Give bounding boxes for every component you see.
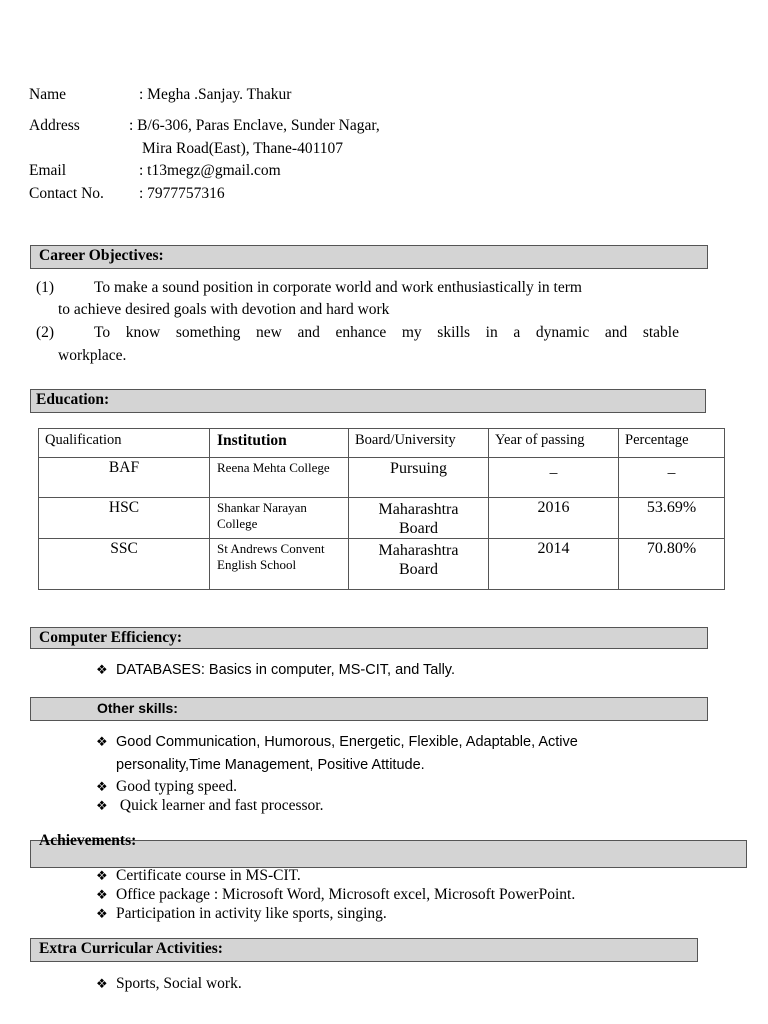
diamond-bullet-icon: ❖ bbox=[96, 976, 108, 991]
career-item-2-line-1: To know something new and enhance my skills in a dynamic and stable bbox=[94, 324, 679, 341]
other-skills-item-1-line-2: personality,Time Management, Positive Attitude. bbox=[116, 757, 425, 773]
cell-institution: Reena Mehta College bbox=[210, 458, 349, 498]
other-skills-item-2 bbox=[96, 778, 237, 796]
cell-qualification: BAF bbox=[39, 458, 210, 498]
achievement-item-2-text: Office package : Microsoft Word, Microsoft excel, Microsoft PowerPoint. bbox=[116, 886, 576, 903]
extra-curricular-heading: Extra Curricular Activities: bbox=[30, 938, 698, 962]
computer-item-1-text: DATABASES: Basics in computer, MS-CIT, and Tally. bbox=[116, 662, 455, 678]
achievement-item-3-text: Participation in activity like sports, singing. bbox=[116, 905, 387, 922]
diamond-bullet-icon: ❖ bbox=[96, 734, 108, 749]
achievements-box bbox=[30, 840, 747, 868]
address-label: Address bbox=[29, 117, 80, 134]
diamond-bullet-icon: ❖ bbox=[96, 887, 108, 902]
cell-institution: St Andrews Convent English School bbox=[210, 539, 349, 590]
header-year: Year of passing bbox=[489, 429, 619, 458]
diamond-bullet-icon: ❖ bbox=[96, 779, 108, 794]
header-board: Board/University bbox=[349, 429, 489, 458]
diamond-bullet-icon: ❖ bbox=[96, 906, 108, 921]
cell-percentage: 53.69% bbox=[619, 498, 725, 539]
career-item-2-line-2: workplace. bbox=[58, 347, 127, 364]
cell-board: Maharashtra Board bbox=[349, 498, 489, 539]
extra-item-1 bbox=[96, 975, 242, 993]
cell-institution: Shankar Narayan College bbox=[210, 498, 349, 539]
achievement-item-2 bbox=[96, 886, 575, 904]
email-label: Email bbox=[29, 162, 67, 179]
computer-item-1 bbox=[96, 662, 455, 678]
name-value: : Megha .Sanjay. Thakur bbox=[139, 86, 292, 103]
header-institution: Institution bbox=[210, 429, 349, 458]
diamond-bullet-icon: ❖ bbox=[96, 662, 108, 677]
header-qualification: Qualification bbox=[39, 429, 210, 458]
diamond-bullet-icon: ❖ bbox=[96, 868, 108, 883]
name-label: Name bbox=[29, 86, 67, 103]
achievement-item-1 bbox=[96, 867, 301, 885]
address-line-2: Mira Road(East), Thane-401107 bbox=[142, 140, 344, 157]
cell-percentage: _ bbox=[619, 458, 725, 498]
career-item-1-line-1: To make a sound position in corporate world and work enthusiastically in term bbox=[94, 279, 582, 296]
table-row bbox=[39, 539, 725, 590]
diamond-bullet-icon: ❖ bbox=[96, 798, 108, 813]
cell-qualification: SSC bbox=[39, 539, 210, 590]
contact-label: Contact No. bbox=[29, 185, 104, 202]
cell-board: Pursuing bbox=[349, 458, 489, 498]
other-skills-item-2-text: Good typing speed. bbox=[116, 778, 237, 795]
achievement-item-3 bbox=[96, 905, 387, 923]
career-item-1-line-2: to achieve desired goals with devotion and hard work bbox=[58, 301, 390, 318]
education-header-row bbox=[39, 429, 725, 458]
education-heading: Education: bbox=[30, 389, 706, 413]
cell-year: _ bbox=[489, 458, 619, 498]
other-skills-item-3-text: Quick learner and fast processor. bbox=[116, 797, 324, 814]
cell-percentage: 70.80% bbox=[619, 539, 725, 590]
email-value: : t13megz@gmail.com bbox=[139, 162, 281, 179]
career-item-1-number: (1) bbox=[36, 279, 55, 296]
cell-year: 2016 bbox=[489, 498, 619, 539]
cell-year: 2014 bbox=[489, 539, 619, 590]
cell-board: Maharashtra Board bbox=[349, 539, 489, 590]
table-row bbox=[39, 498, 725, 539]
achievement-item-1-text: Certificate course in MS-CIT. bbox=[116, 867, 301, 884]
table-row bbox=[39, 458, 725, 498]
achievements-heading: Achievements: bbox=[39, 832, 137, 849]
other-skills-item-3 bbox=[96, 797, 323, 815]
education-table bbox=[38, 428, 725, 590]
header-percentage: Percentage bbox=[619, 429, 725, 458]
address-line-1: : B/6-306, Paras Enclave, Sunder Nagar, bbox=[129, 117, 380, 134]
extra-item-1-text: Sports, Social work. bbox=[116, 975, 242, 992]
cell-qualification: HSC bbox=[39, 498, 210, 539]
other-skills-item-1-line-1: Good Communication, Humorous, Energetic, Flexible, Adaptable, Active bbox=[116, 734, 578, 750]
career-objectives-heading: Career Objectives: bbox=[30, 245, 708, 269]
other-skills-item-1 bbox=[96, 734, 578, 750]
other-skills-heading: Other skills: bbox=[30, 697, 708, 721]
computer-efficiency-heading: Computer Efficiency: bbox=[30, 627, 708, 649]
career-item-2-number: (2) bbox=[36, 324, 55, 341]
contact-value: : 7977757316 bbox=[139, 185, 225, 202]
